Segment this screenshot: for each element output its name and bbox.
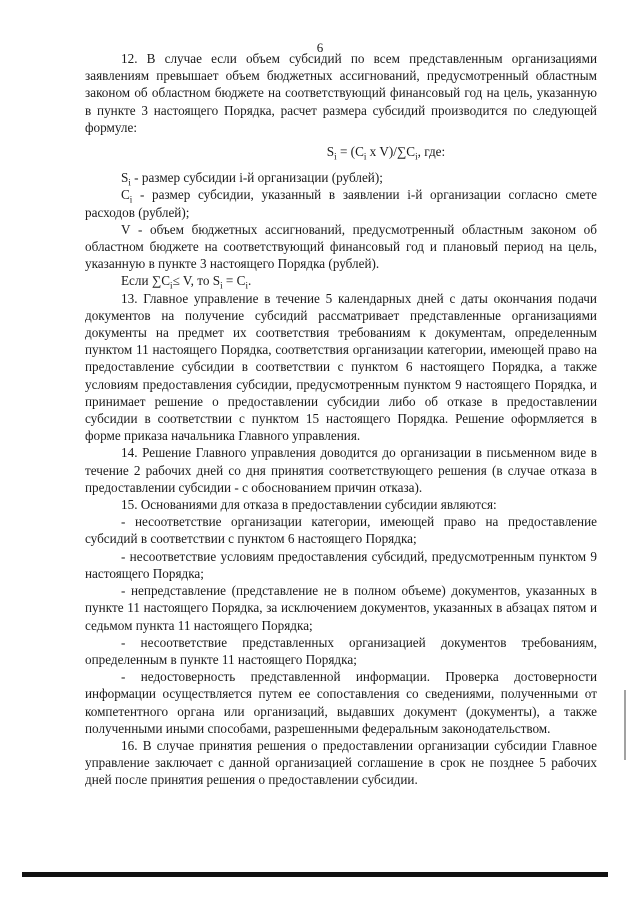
refusal-ground-item: - непредставление (представление не в полном объеме) документов, указанных в пункте 11 настоящего Порядка, за исключением документов, указанных в абзацах пятом и седьмом пункта 11 настоящего Порядка; [85,583,597,633]
paragraph-15: 15. Основаниями для отказа в предоставлении субсидии являются: [121,497,497,513]
formula-sub-i-3: i [415,151,418,162]
definition-subscript: i [128,177,131,188]
condition-part-3: = C [222,273,246,289]
definition-text: - размер субсидии i-й организации (рублей); [130,170,383,186]
condition-sub-2: i [220,281,223,292]
condition-part-1: Если ∑C [121,273,171,289]
condition-line [85,272,597,292]
condition-part-4: . [247,273,252,289]
refusal-ground-item: - несоответствие организации категории, имеющей право на предоставление субсидий в соответствии с пунктом 6 настоящего Порядка; [85,514,597,547]
definition-text: - размер субсидии, указанный в заявлении i-й организации согласно смете расходов (рублей); [85,187,597,220]
definition-ci [85,186,597,220]
refusal-ground-item: - несоответствие представленных организацией документов требованиям, определенным в пункте 11 настоящего Порядка; [85,634,597,667]
paragraph-12: 12. В случае если объем субсидий по всем представленным организациями заявлениям превышает объем бюджетных ассигнований, предусмотренный областным законом об областном бюджете на соответствующий финансовый год на цель, указанную в пункте 3 настоящего Порядка, расчет размера субсидий производится по следующей формуле: [85,51,597,135]
paragraph-14: 14. Решение Главного управления доводится до организации в письменном виде в течение 2 рабочих дней со дня принятия соответствующего решения (в случае отказа в предоставлении субсидии - с обоснованием причин отказа). [85,445,597,495]
condition-part-2: ≤ V, то S [172,273,221,289]
condition-sub-1: i [170,281,173,292]
definition-symbol: V [121,221,131,237]
definition-subscript: i [129,195,133,206]
definition-si [85,169,597,186]
definition-text: - объем бюджетных ассигнований, предусмотренный областным законом об областном бюджете на соответствующий финансовый год и плановый период на цель, указанную в пункте 3 настоящего Порядка (рублей). [85,221,597,272]
page-number: 6 [316,40,324,55]
paragraph-13: 13. Главное управление в течение 5 календарных дней с даты окончания подачи документов на получение субсидий рассматривает представленные организациями документы на предмет их соответствия требованиям к документам, определенным пунктом 11 настоящего Порядка, соответствия организации категории, имеющей право на предоставление субсидии в соответствии с пунктом 6 настоящего Порядка, а также условиям предоставления субсидии, предусмотренным пунктом 9 настоящего Порядка, и принимает решение о предоставлении субсидии либо об отказе в предоставлении субсидии в соответствии с пунктом 15 настоящего Порядка. Решение оформляется в форме приказа начальника Главного управления. [85,290,597,444]
scan-bottom-bar [22,872,608,877]
formula-s: S [326,144,335,160]
refusal-ground-item: - несоответствие условиям предоставления субсидий, предусмотренным пунктом 9 настоящего Порядка; [85,548,597,581]
formula-sub-i: i [334,151,337,162]
scan-artifact-line [624,690,626,760]
formula-part-1: = (C [336,144,364,160]
definition-v [85,221,597,273]
formula-part-3: , где: [417,144,446,160]
document-body [85,50,597,789]
definition-symbol: C [121,187,130,203]
formula-sub-i-2: i [363,151,367,162]
subsidy-formula [85,136,597,169]
refusal-ground-item: - недостоверность представленной информации. Проверка достоверности информации осуществляется путем ее сопоставления со сведениями, полученными от компетентного органа или организаций, выдавших документ (документы), а также полученными иными способами, разрешенными федеральным законодательством. [85,669,597,736]
definition-symbol: S [121,170,129,186]
formula-part-2: x V)/∑C [366,144,416,160]
paragraph-16: 16. В случае принятия решения о предоставлении организации субсидии Главное управление заключает с данной организацией соглашение в срок не позднее 5 рабочих дней после принятия решения о предоставлении субсидии. [85,737,597,788]
condition-sub-3: i [245,281,248,292]
